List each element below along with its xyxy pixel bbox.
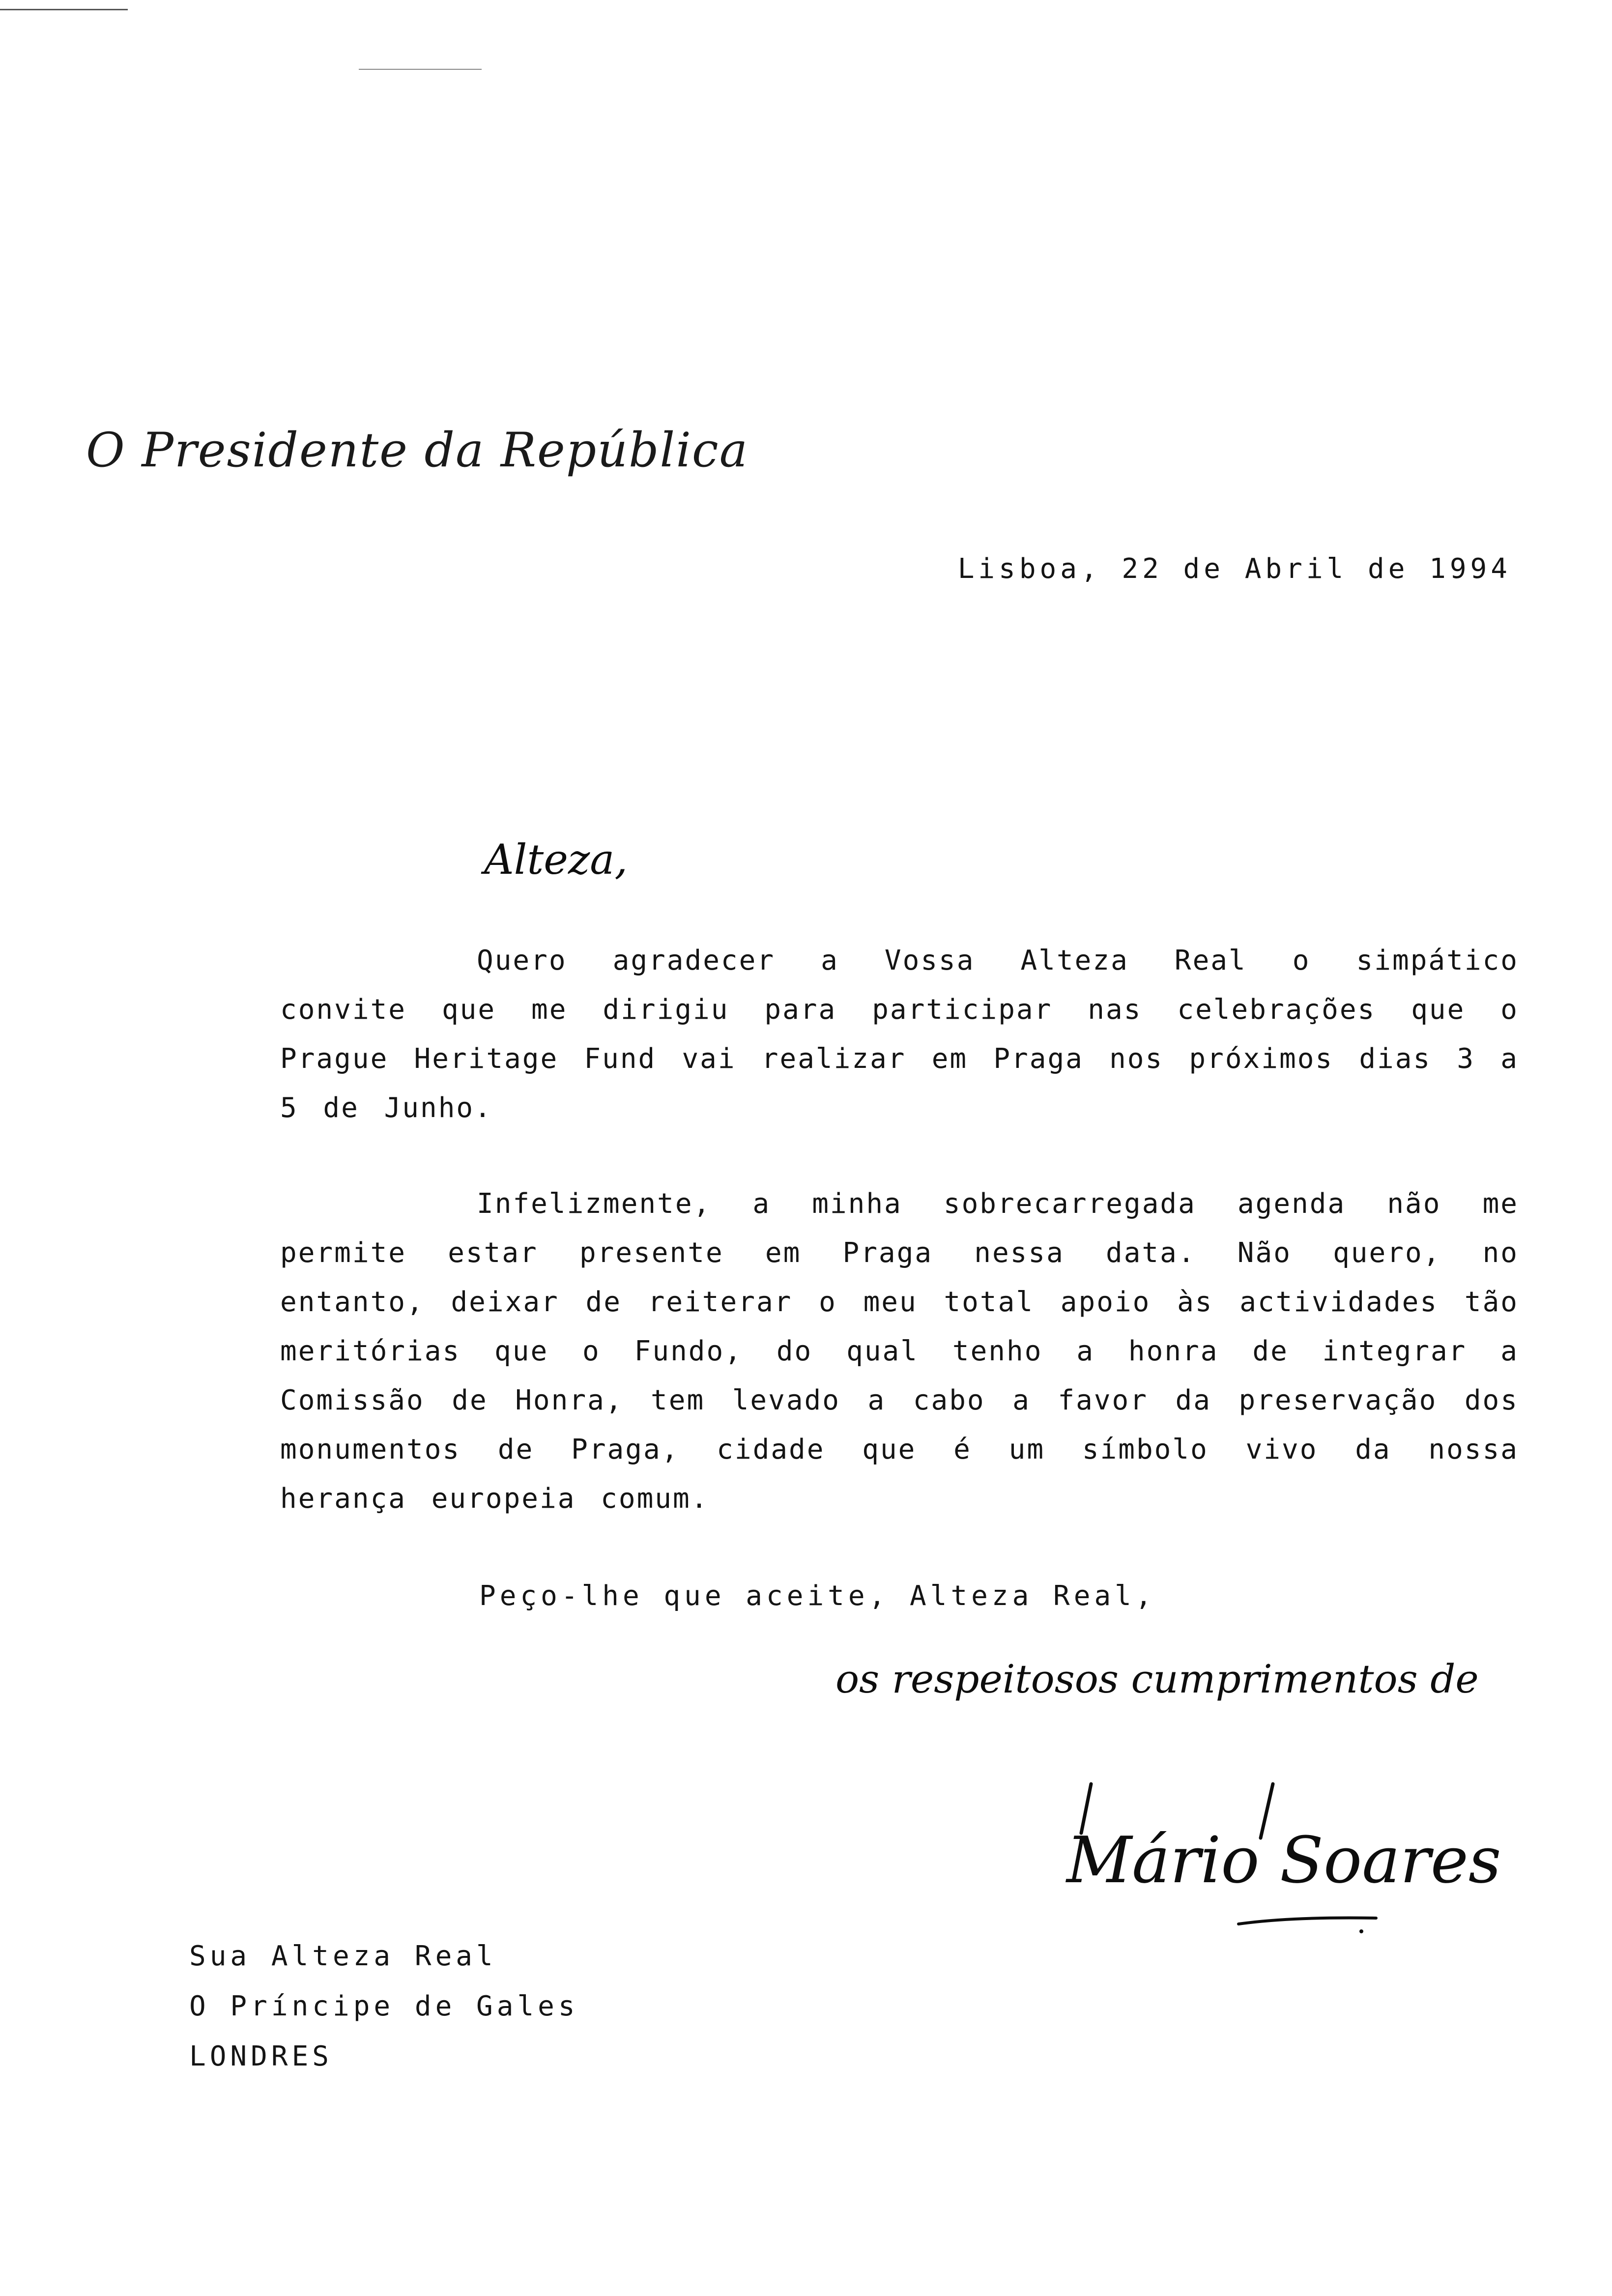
signature-underline: [1238, 1918, 1376, 1924]
body-paragraph-2: Infelizmente, a minha sobrecarregada agenda não me permite estar presente em Praga nessa data. Não quero, no entanto, deixar de reiterar o meu total apoio às actividades tão meritórias que o Fundo, do qual tenho a honra de integrar a Comissão de Honra, tem levado a cabo a favor da preservação dos monumentos de Praga, cidade que é um símbolo vivo da nossa herança europeia comum.: [280, 1188, 1519, 1515]
addressee-block: [189, 1931, 579, 2082]
signature-text: Mário Soares: [1066, 1823, 1501, 1897]
addressee-line: O Príncipe de Gales: [189, 1990, 579, 2022]
scan-artifact: [0, 9, 128, 10]
addressee-line: Sua Alteza Real: [189, 1940, 497, 1972]
signature-dot: [1359, 1929, 1363, 1933]
handwritten-salutation: Alteza,: [484, 835, 628, 884]
letterhead-title: O Presidente da República: [86, 423, 748, 478]
addressee-city: LONDRES: [189, 2040, 333, 2072]
closing-line: Peço-lhe que aceite, Alteza Real,: [479, 1580, 1156, 1612]
handwritten-closing: os respeitosos cumprimentos de: [835, 1656, 1479, 1702]
place-date: Lisboa, 22 de Abril de 1994: [957, 553, 1511, 585]
scan-artifact: [359, 69, 482, 70]
body-paragraph-1: Quero agradecer a Vossa Alteza Real o simpático convite que me dirigiu para participar nas celebrações que o Prague Heritage Fund vai realizar em Praga nos próximos dias 3 a 5 de Junho.: [280, 945, 1519, 1124]
signature: [1062, 1779, 1501, 1936]
